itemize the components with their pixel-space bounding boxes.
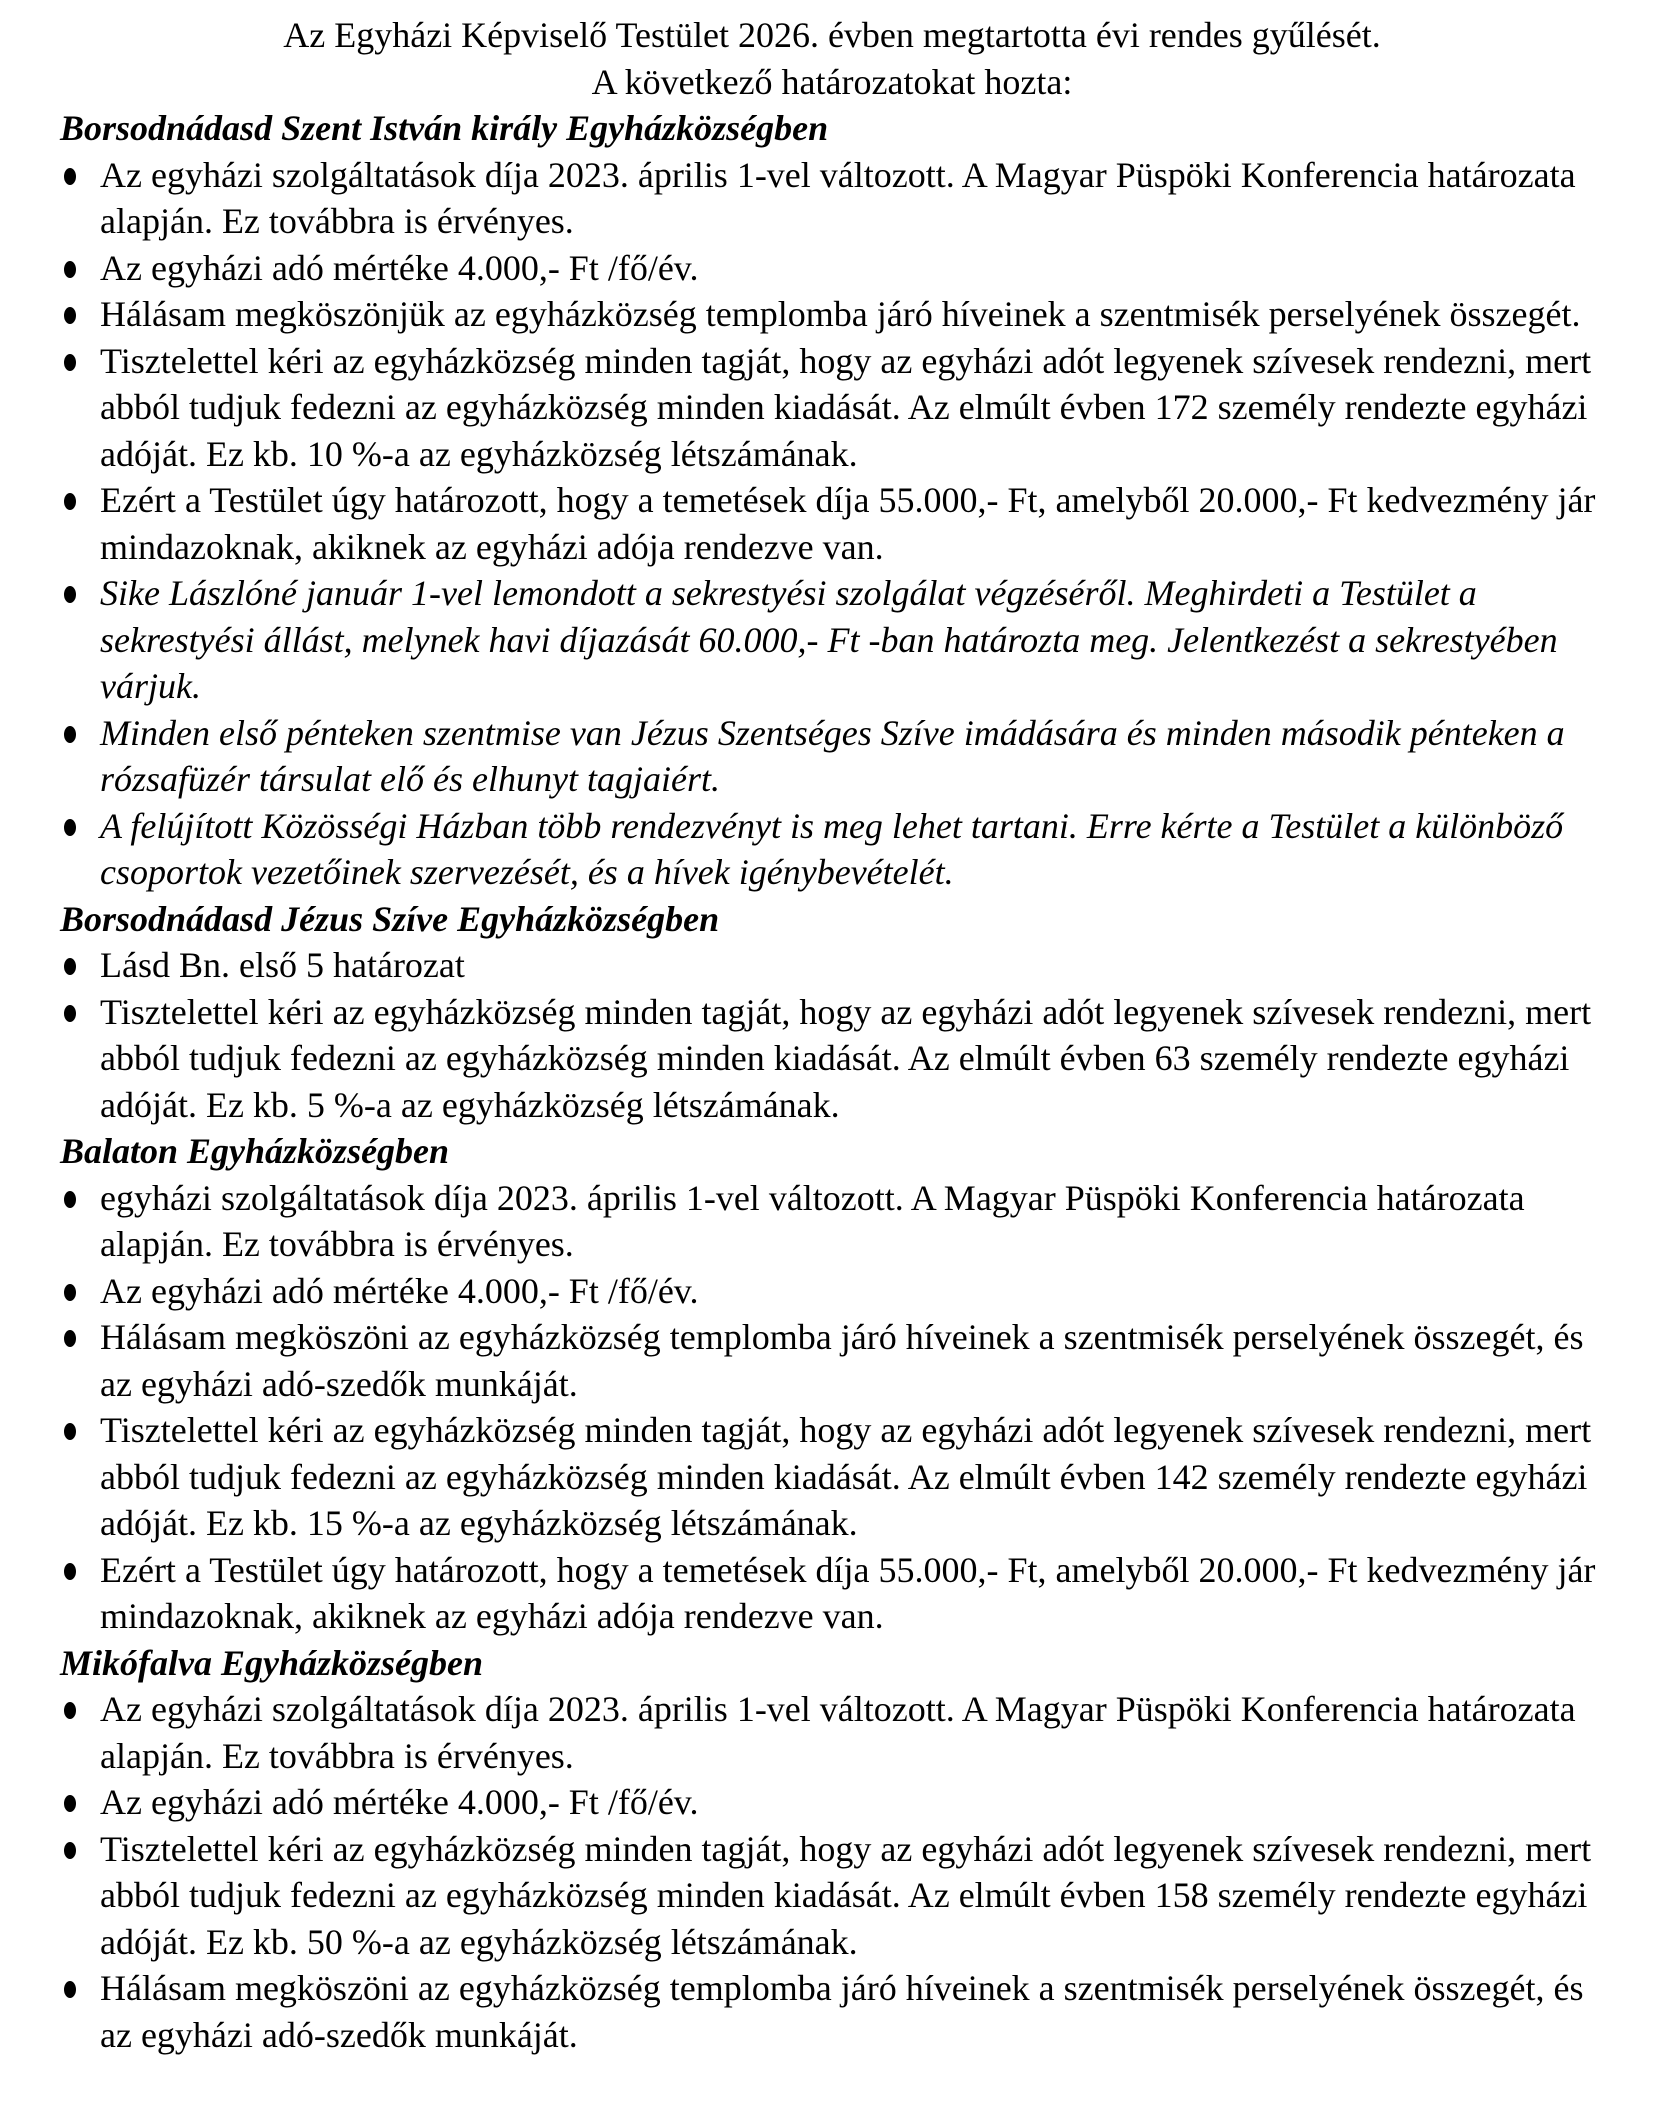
document-title-line-1: Az Egyházi Képviselő Testület 2026. évben megtartotta évi rendes gyűlését. (283, 15, 1381, 55)
bullet-item (60, 942, 1604, 989)
bullet-item (60, 1547, 1604, 1640)
bullet-icon (64, 168, 76, 185)
bullet-item (60, 291, 1604, 338)
bullet-icon (64, 1702, 76, 1719)
bullet-icon (64, 1423, 76, 1440)
bullet-icon (64, 1842, 76, 1859)
bullet-text: Minden első pénteken szentmise van Jézus Szentséges Szíve imádására és minden második pénteken a rózsafüzér társulat elő és elhunyt tagjaiért. (100, 712, 1565, 799)
bullet-icon (64, 958, 76, 975)
bullet-icon (64, 261, 76, 278)
bullet-text: Tisztelettel kéri az egyházközség minden tagját, hogy az egyházi adót legyenek szívesek rendezni, mert abból tudjuk fedezni az egyházközség minden kiadását. Az elmúlt évben 172 személy rendezte egyházi adóját. Ez kb. 10 %-a az egyházközség létszámának. (100, 340, 1592, 474)
bullet-item (60, 1779, 1604, 1826)
bullet-text: Az egyházi adó mértéke 4.000,- Ft /fő/év. (100, 247, 699, 288)
bullet-text: Az egyházi szolgáltatások díja 2023. április 1-vel változott. A Magyar Püspöki Konferencia határozata alapján. Ez továbbra is érvényes. (100, 154, 1576, 241)
bullet-icon (64, 1005, 76, 1022)
bullet-item (60, 1314, 1604, 1407)
bullet-item (60, 152, 1604, 245)
bullet-item (60, 989, 1604, 1129)
bullet-item (60, 245, 1604, 292)
section-heading: Balaton Egyházközségben (60, 1131, 450, 1171)
bullet-text: A felújított Közösségi Házban több rendezvényt is meg lehet tartani. Erre kérte a Testület a különböző csoportok vezetőinek szervezését, és a hívek igénybevételét. (100, 805, 1564, 892)
sections (60, 105, 1604, 2058)
bullet-text: Tisztelettel kéri az egyházközség minden tagját, hogy az egyházi adót legyenek szívesek rendezni, mert abból tudjuk fedezni az egyházközség minden kiadását. Az elmúlt évben 142 személy rendezte egyházi adóját. Ez kb. 15 %-a az egyházközség létszámának. (100, 1410, 1592, 1543)
bullet-item (60, 710, 1604, 803)
bullet-icon (64, 1191, 76, 1208)
bullet-icon (64, 307, 76, 324)
bullet-text: Ezért a Testület úgy határozott, hogy a temetések díja 55.000,- Ft, amelyből 20.000,- Ft kedvezmény jár mindazoknak, akiknek az egyházi adója rendezve van. (100, 1549, 1596, 1636)
section-heading: Mikófalva Egyházközségben (60, 1642, 483, 1683)
bullet-text: Hálásam megköszöni az egyházközség templomba járó híveinek a szentmisék perselyének összegét, és az egyházi adó-szedők munkáját. (100, 1317, 1584, 1404)
document-title-line-2: A következő határozatokat hozta: (591, 61, 1073, 102)
bullet-icon (64, 1330, 76, 1347)
bullet-icon (64, 1981, 76, 1998)
bullet-icon (64, 1795, 76, 1812)
bullet-item (60, 1407, 1604, 1547)
bullet-text: Tisztelettel kéri az egyházközség minden tagját, hogy az egyházi adót legyenek szívesek rendezni, mert abból tudjuk fedezni az egyházközség minden kiadását. Az elmúlt évben 158 személy rendezte egyházi adóját. Ez kb. 50 %-a az egyházközség létszámának. (100, 1828, 1592, 1962)
bullet-text: Tisztelettel kéri az egyházközség minden tagját, hogy az egyházi adót legyenek szívesek rendezni, mert abból tudjuk fedezni az egyházközség minden kiadását. Az elmúlt évben 63 személy rendezte egyházi adóját. Ez kb. 5 %-a az egyházközség létszámának. (100, 991, 1592, 1125)
bullet-text: Az egyházi adó mértéke 4.000,- Ft /fő/év. (100, 1782, 699, 1822)
bullet-item (60, 1175, 1604, 1268)
bullet-icon (64, 1563, 76, 1580)
bullet-item (60, 1965, 1604, 2058)
section-heading: Borsodnádasd Szent István király Egyházközségben (60, 108, 829, 148)
bullet-icon (64, 354, 76, 371)
section-heading: Borsodnádasd Jézus Szíve Egyházközségben (60, 898, 720, 939)
bullet-item (60, 1826, 1604, 1966)
bullet-text: Ezért a Testület úgy határozott, hogy a temetések díja 55.000,- Ft, amelyből 20.000,- Ft kedvezmény jár mindazoknak, akiknek az egyházi adója rendezve van. (100, 480, 1596, 567)
bullet-item (60, 1686, 1604, 1779)
bullet-text: Hálásam megköszönjük az egyházközség templomba járó híveinek a szentmisék perselyének összegét. (100, 294, 1581, 334)
bullet-icon (64, 726, 76, 743)
bullet-icon (64, 586, 76, 603)
bullet-text: Lásd Bn. első 5 határozat (100, 945, 465, 985)
bullet-item (60, 477, 1604, 570)
bullet-item (60, 338, 1604, 478)
bullet-text: egyházi szolgáltatások díja 2023. április 1-vel változott. A Magyar Püspöki Konferencia határozata alapján. Ez továbbra is érvényes. (100, 1177, 1525, 1264)
bullet-icon (64, 493, 76, 510)
bullet-text: Az egyházi szolgáltatások díja 2023. április 1-vel változott. A Magyar Püspöki Konferencia határozata alapján. Ez továbbra is érvényes. (100, 1689, 1576, 1776)
bullet-icon (64, 819, 76, 836)
bullet-text: Az egyházi adó mértéke 4.000,- Ft /fő/év. (100, 1270, 699, 1311)
bullet-icon (64, 1284, 76, 1301)
bullet-text: Hálásam megköszöni az egyházközség templomba járó híveinek a szentmisék perselyének összegét, és az egyházi adó-szedők munkáját. (100, 1968, 1584, 2055)
bullet-item (60, 1268, 1604, 1315)
bullet-text: Sike Lászlóné január 1-vel lemondott a sekrestyési szolgálat végzéséről. Meghirdeti a Testület a sekrestyési állást, melynek havi díjazását 60.000,- Ft -ban határozta meg. Jelentkezést a sekrestyében várjuk. (100, 573, 1558, 706)
bullet-item (60, 803, 1604, 896)
bullet-item (60, 570, 1604, 710)
title-block (60, 12, 1604, 105)
